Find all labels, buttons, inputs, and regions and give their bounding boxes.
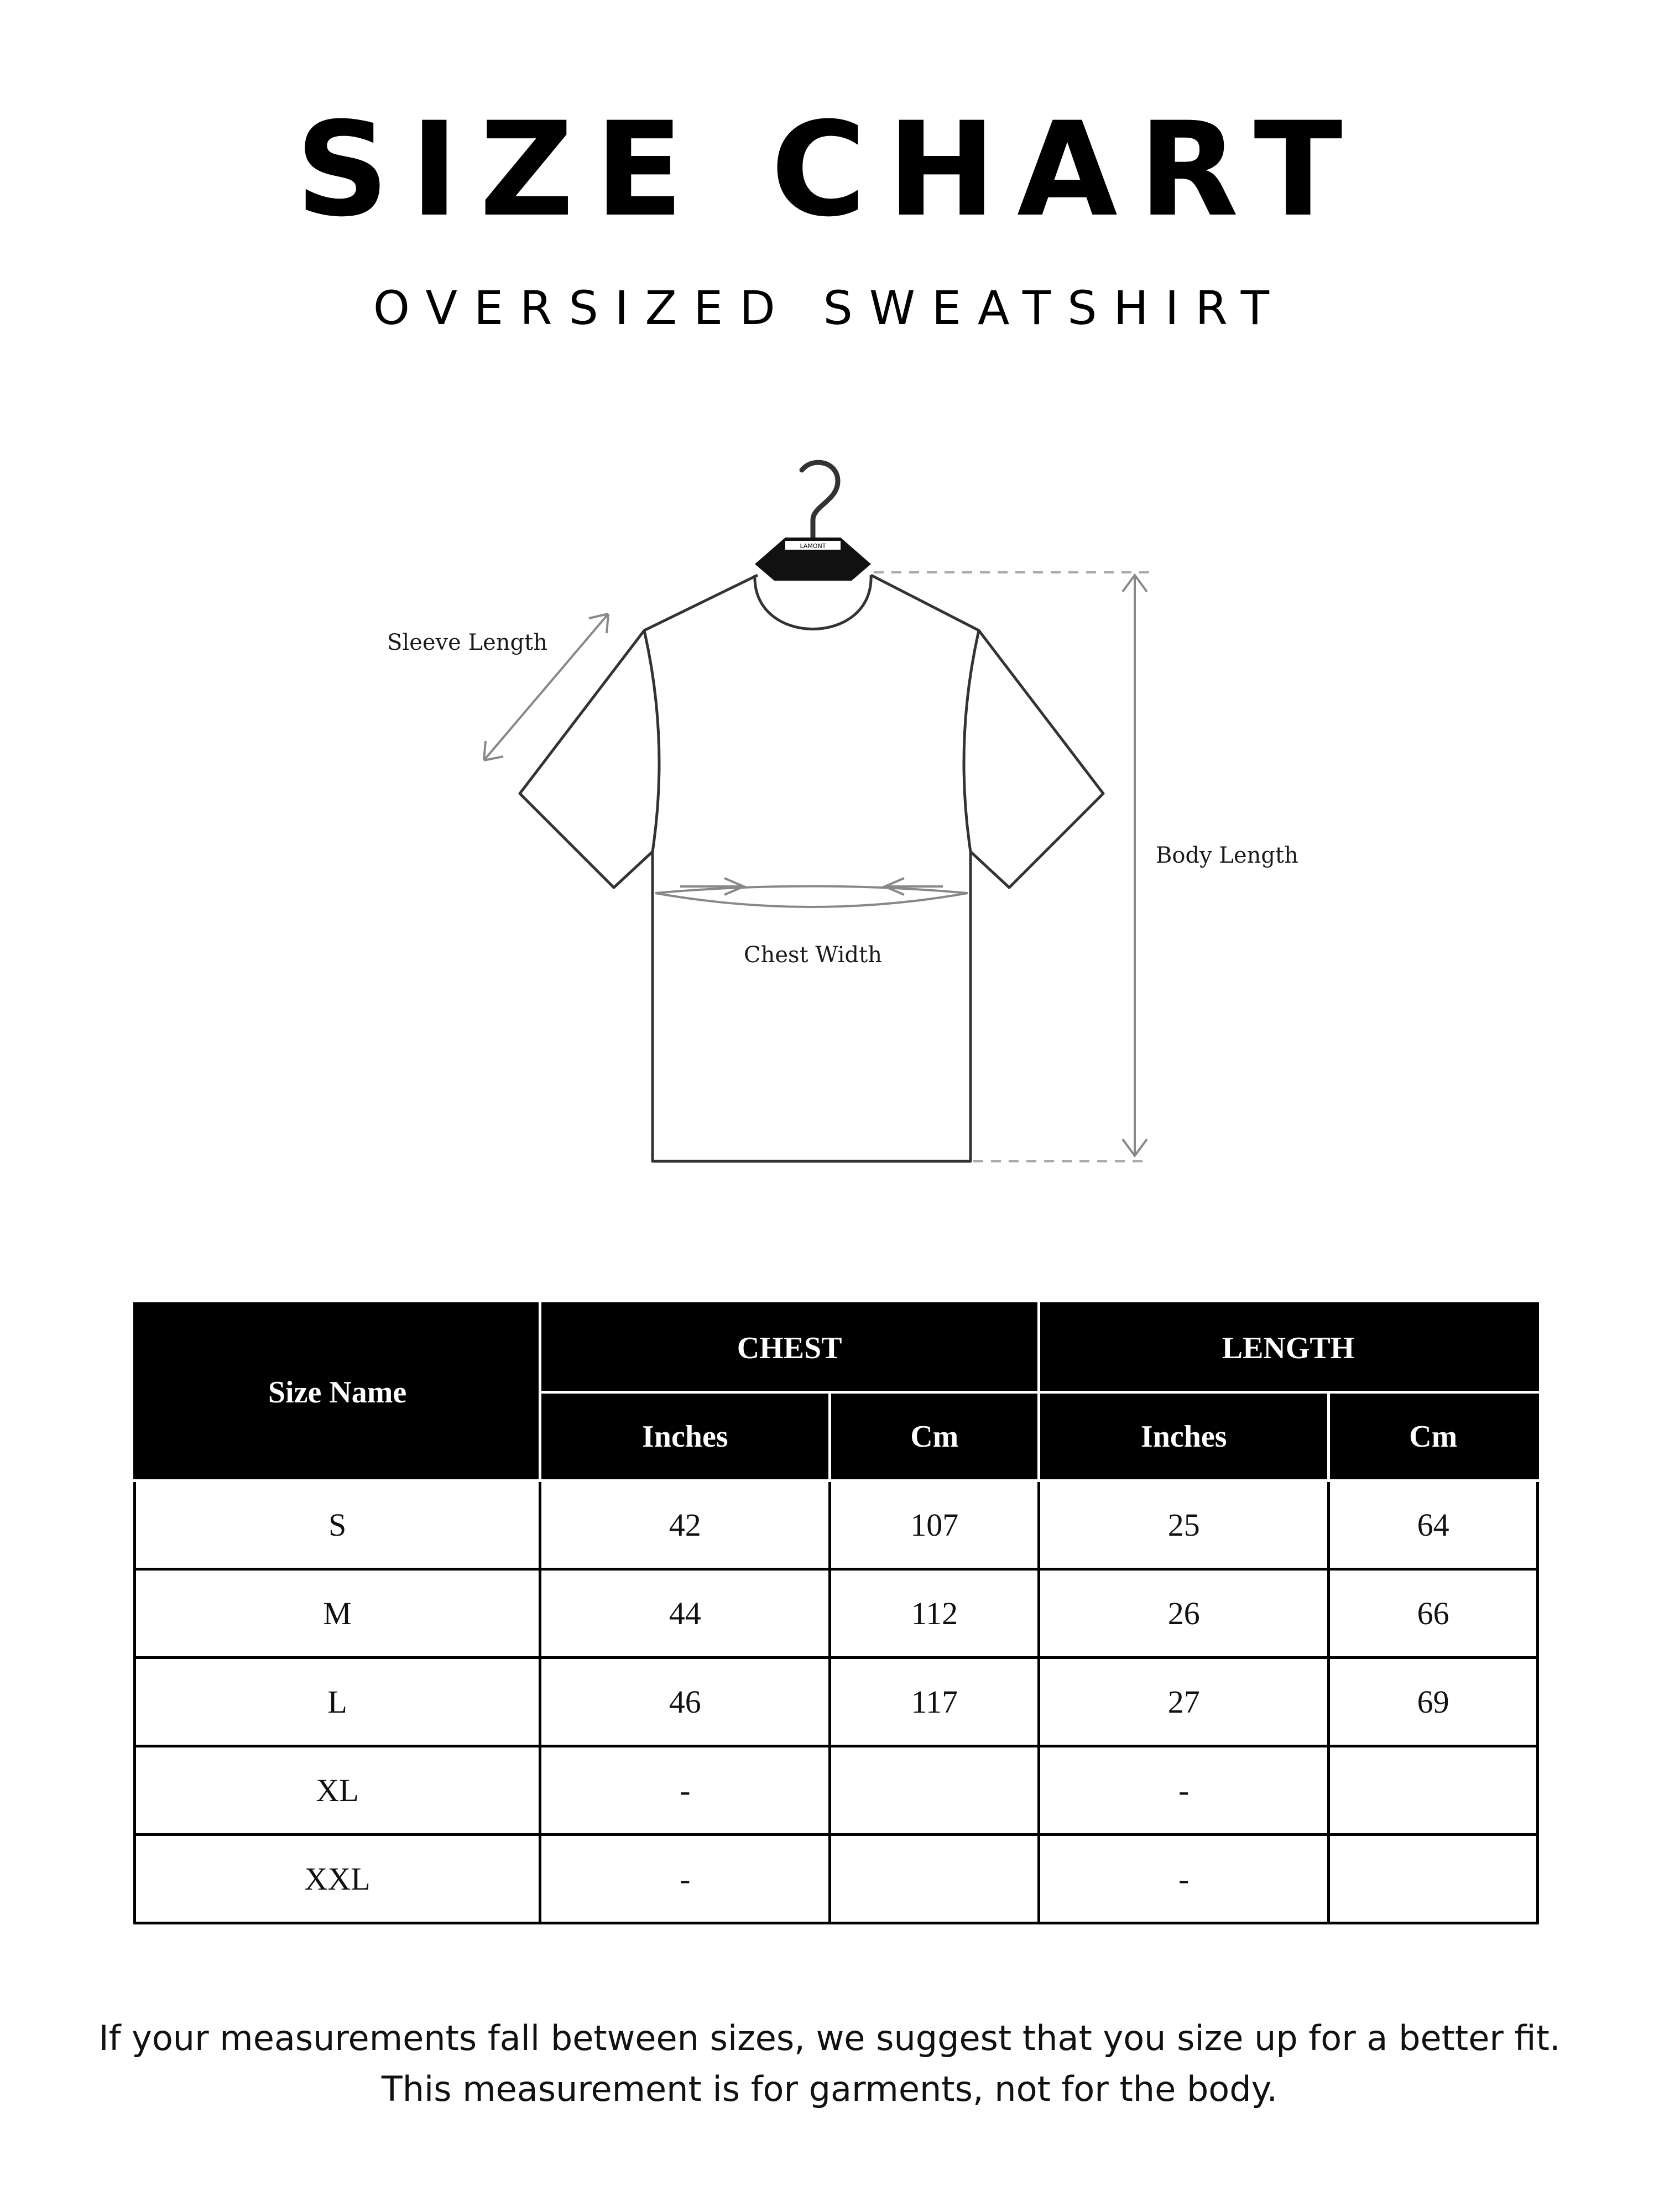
chest-width-line bbox=[655, 886, 968, 907]
size-cell: S bbox=[135, 1481, 540, 1569]
size-table bbox=[133, 1302, 1539, 1924]
chest-cm-cell: 117 bbox=[830, 1658, 1039, 1746]
body-length-arrow-icon bbox=[1123, 575, 1147, 1156]
table-header-row bbox=[135, 1304, 1538, 1392]
length-cm-cell: 64 bbox=[1329, 1481, 1538, 1569]
table-row bbox=[135, 1658, 1538, 1746]
table-row bbox=[135, 1746, 1538, 1835]
garment-outline bbox=[520, 575, 1103, 1161]
chest-width-label: Chest Width bbox=[744, 942, 882, 968]
chest-arrow-left-icon bbox=[885, 878, 943, 895]
chest-cm-cell: 112 bbox=[830, 1569, 1039, 1658]
length-inches-cell: 27 bbox=[1039, 1658, 1329, 1746]
chest-inches-cell: 44 bbox=[540, 1569, 830, 1658]
footer-line-2: This measurement is for garments, not for the body. bbox=[381, 2069, 1278, 2109]
page-title: SIZE CHART bbox=[295, 95, 1364, 246]
chest-inches-header: Inches bbox=[540, 1392, 830, 1481]
neckline bbox=[755, 575, 871, 629]
length-cm-cell bbox=[1329, 1835, 1538, 1923]
page-subtitle: OVERSIZED SWEATSHIRT bbox=[373, 281, 1286, 335]
chest-group-header: CHEST bbox=[540, 1304, 1039, 1392]
size-cell: M bbox=[135, 1569, 540, 1658]
length-inches-cell: - bbox=[1039, 1835, 1329, 1923]
table-row bbox=[135, 1569, 1538, 1658]
length-cm-cell: 66 bbox=[1329, 1569, 1538, 1658]
chest-inches-cell: 42 bbox=[540, 1481, 830, 1569]
size-name-header: Size Name bbox=[135, 1304, 540, 1481]
chest-cm-cell: 107 bbox=[830, 1481, 1039, 1569]
armhole-right bbox=[964, 630, 979, 852]
chest-inches-cell: 46 bbox=[540, 1658, 830, 1746]
length-inches-cell: - bbox=[1039, 1746, 1329, 1835]
length-inches-cell: 25 bbox=[1039, 1481, 1329, 1569]
sleeve-length-label: Sleeve Length bbox=[387, 630, 547, 655]
footer-note bbox=[0, 2013, 1659, 2115]
body-length-label: Body Length bbox=[1156, 843, 1298, 868]
length-inches-cell: 26 bbox=[1039, 1569, 1329, 1658]
length-group-header: LENGTH bbox=[1039, 1304, 1538, 1392]
table-row bbox=[135, 1481, 1538, 1569]
size-cell: L bbox=[135, 1658, 540, 1746]
length-cm-cell: 69 bbox=[1329, 1658, 1538, 1746]
chest-inches-cell: - bbox=[540, 1746, 830, 1835]
length-cm-cell bbox=[1329, 1746, 1538, 1835]
size-cell: XXL bbox=[135, 1835, 540, 1923]
length-inches-header: Inches bbox=[1039, 1392, 1329, 1481]
footer-line-1: If your measurements fall between sizes, we suggest that you size up for a better fit. bbox=[98, 2018, 1561, 2058]
chest-inches-cell: - bbox=[540, 1835, 830, 1923]
table-row bbox=[135, 1835, 1538, 1923]
length-cm-header: Cm bbox=[1329, 1392, 1538, 1481]
size-cell: XL bbox=[135, 1746, 540, 1835]
armhole-left bbox=[644, 630, 659, 852]
hanger-tag-text: LAMONT bbox=[800, 542, 826, 550]
chest-cm-cell bbox=[830, 1835, 1039, 1923]
chest-cm-cell bbox=[830, 1746, 1039, 1835]
chest-cm-header: Cm bbox=[830, 1392, 1039, 1481]
chest-arrow-right-icon bbox=[680, 878, 744, 895]
